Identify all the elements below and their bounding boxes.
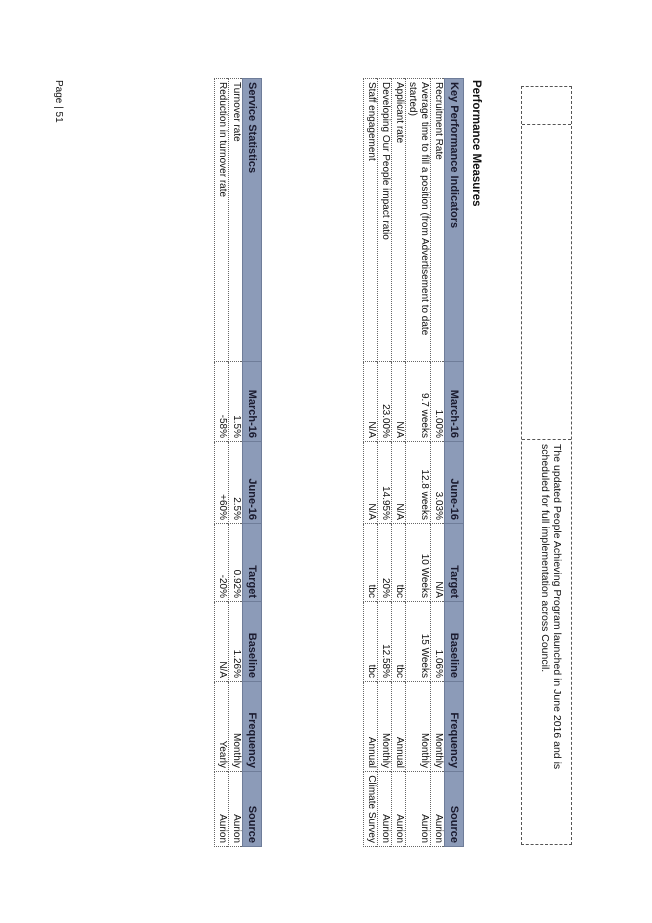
kpi-value: Climate Survey (364, 772, 378, 847)
kpi-value: 3.03% (431, 442, 445, 524)
service-value: +60% (215, 442, 229, 524)
kpi-value: N/A (392, 442, 406, 524)
kpi-name: Average time to fill a position (from Advertisement to date started) (406, 79, 431, 362)
kpi-value: 12.58% (378, 602, 392, 682)
kpi-value: 15 Weeks (406, 602, 431, 682)
service-value: 2.5% (229, 442, 243, 524)
kpi-value: N/A (392, 362, 406, 442)
kpi-value: 14.95% (378, 442, 392, 524)
service-col-header: June-16 (243, 442, 262, 524)
kpi-value: N/A (364, 362, 378, 442)
kpi-value: N/A (364, 442, 378, 524)
section-heading: Performance Measures (470, 80, 482, 207)
service-value: Aurion (215, 772, 229, 847)
kpi-value: tbc (364, 602, 378, 682)
kpi-value: 1.06% (431, 602, 445, 682)
service-value: -58% (215, 362, 229, 442)
kpi-col-header: March-16 (445, 362, 464, 442)
service-name: Reduction in turnover rate (215, 79, 229, 362)
kpi-value: 10 Weeks (406, 524, 431, 602)
kpi-value: Monthly (431, 682, 445, 772)
service-name: Turnover rate (229, 79, 243, 362)
service-col-header: Baseline (243, 602, 262, 682)
service-col-header: Service Statistics (243, 79, 262, 362)
table-row (431, 79, 445, 847)
service-value: Yearly (215, 682, 229, 772)
kpi-value: Monthly (406, 682, 431, 772)
kpi-col-header: Source (445, 772, 464, 847)
kpi-value: Aurion (392, 772, 406, 847)
kpi-value: 1.00% (431, 362, 445, 442)
kpi-name: Developing Our People impact ratio (378, 79, 392, 362)
program-note-text: The updated People Achieving Program launched in June 2016 and is scheduled for full implementation across Council. (539, 444, 563, 770)
service-value: 0.92% (229, 524, 243, 602)
kpi-value: Annual (364, 682, 378, 772)
note-cell-empty-2 (522, 124, 571, 440)
service-col-header: March-16 (243, 362, 262, 442)
kpi-name: Recruitment Rate (431, 79, 445, 362)
kpi-value: 12.8 weeks (406, 442, 431, 524)
service-value: Aurion (229, 772, 243, 847)
kpi-name: Applicant rate (392, 79, 406, 362)
kpi-col-header: Key Performance Indicators (445, 79, 464, 362)
kpi-value: tbc (392, 524, 406, 602)
kpi-value: Aurion (431, 772, 445, 847)
service-value: 1.5% (229, 362, 243, 442)
kpi-value: Annual (392, 682, 406, 772)
kpi-col-header: Baseline (445, 602, 464, 682)
kpi-name: Staff engagement (364, 79, 378, 362)
table-row (378, 79, 392, 847)
page-number: Page | 51 (53, 80, 64, 123)
table-row (215, 79, 229, 847)
service-statistics-table (214, 78, 262, 847)
service-value: N/A (215, 602, 229, 682)
kpi-value: tbc (392, 602, 406, 682)
kpi-value: tbc (364, 524, 378, 602)
service-col-header: Target (243, 524, 262, 602)
kpi-header-row (445, 79, 464, 847)
table-row (229, 79, 243, 847)
kpi-value: N/A (431, 524, 445, 602)
kpi-value: 23.00% (378, 362, 392, 442)
service-header-row (243, 79, 262, 847)
service-value: -20% (215, 524, 229, 602)
kpi-value: Monthly (378, 682, 392, 772)
service-col-header: Frequency (243, 682, 262, 772)
service-col-header: Source (243, 772, 262, 847)
kpi-table (363, 78, 464, 847)
program-note-box (521, 86, 572, 845)
note-cell-empty-1 (522, 87, 571, 125)
kpi-col-header: June-16 (445, 442, 464, 524)
kpi-col-header: Frequency (445, 682, 464, 772)
table-row (364, 79, 378, 847)
kpi-value: 9.7 weeks (406, 362, 431, 442)
kpi-value: Aurion (378, 772, 392, 847)
kpi-value: Aurion (406, 772, 431, 847)
service-value: Monthly (229, 682, 243, 772)
kpi-col-header: Target (445, 524, 464, 602)
service-value: 1.26% (229, 602, 243, 682)
kpi-value: 20% (378, 524, 392, 602)
table-row (392, 79, 406, 847)
table-row (406, 79, 431, 847)
